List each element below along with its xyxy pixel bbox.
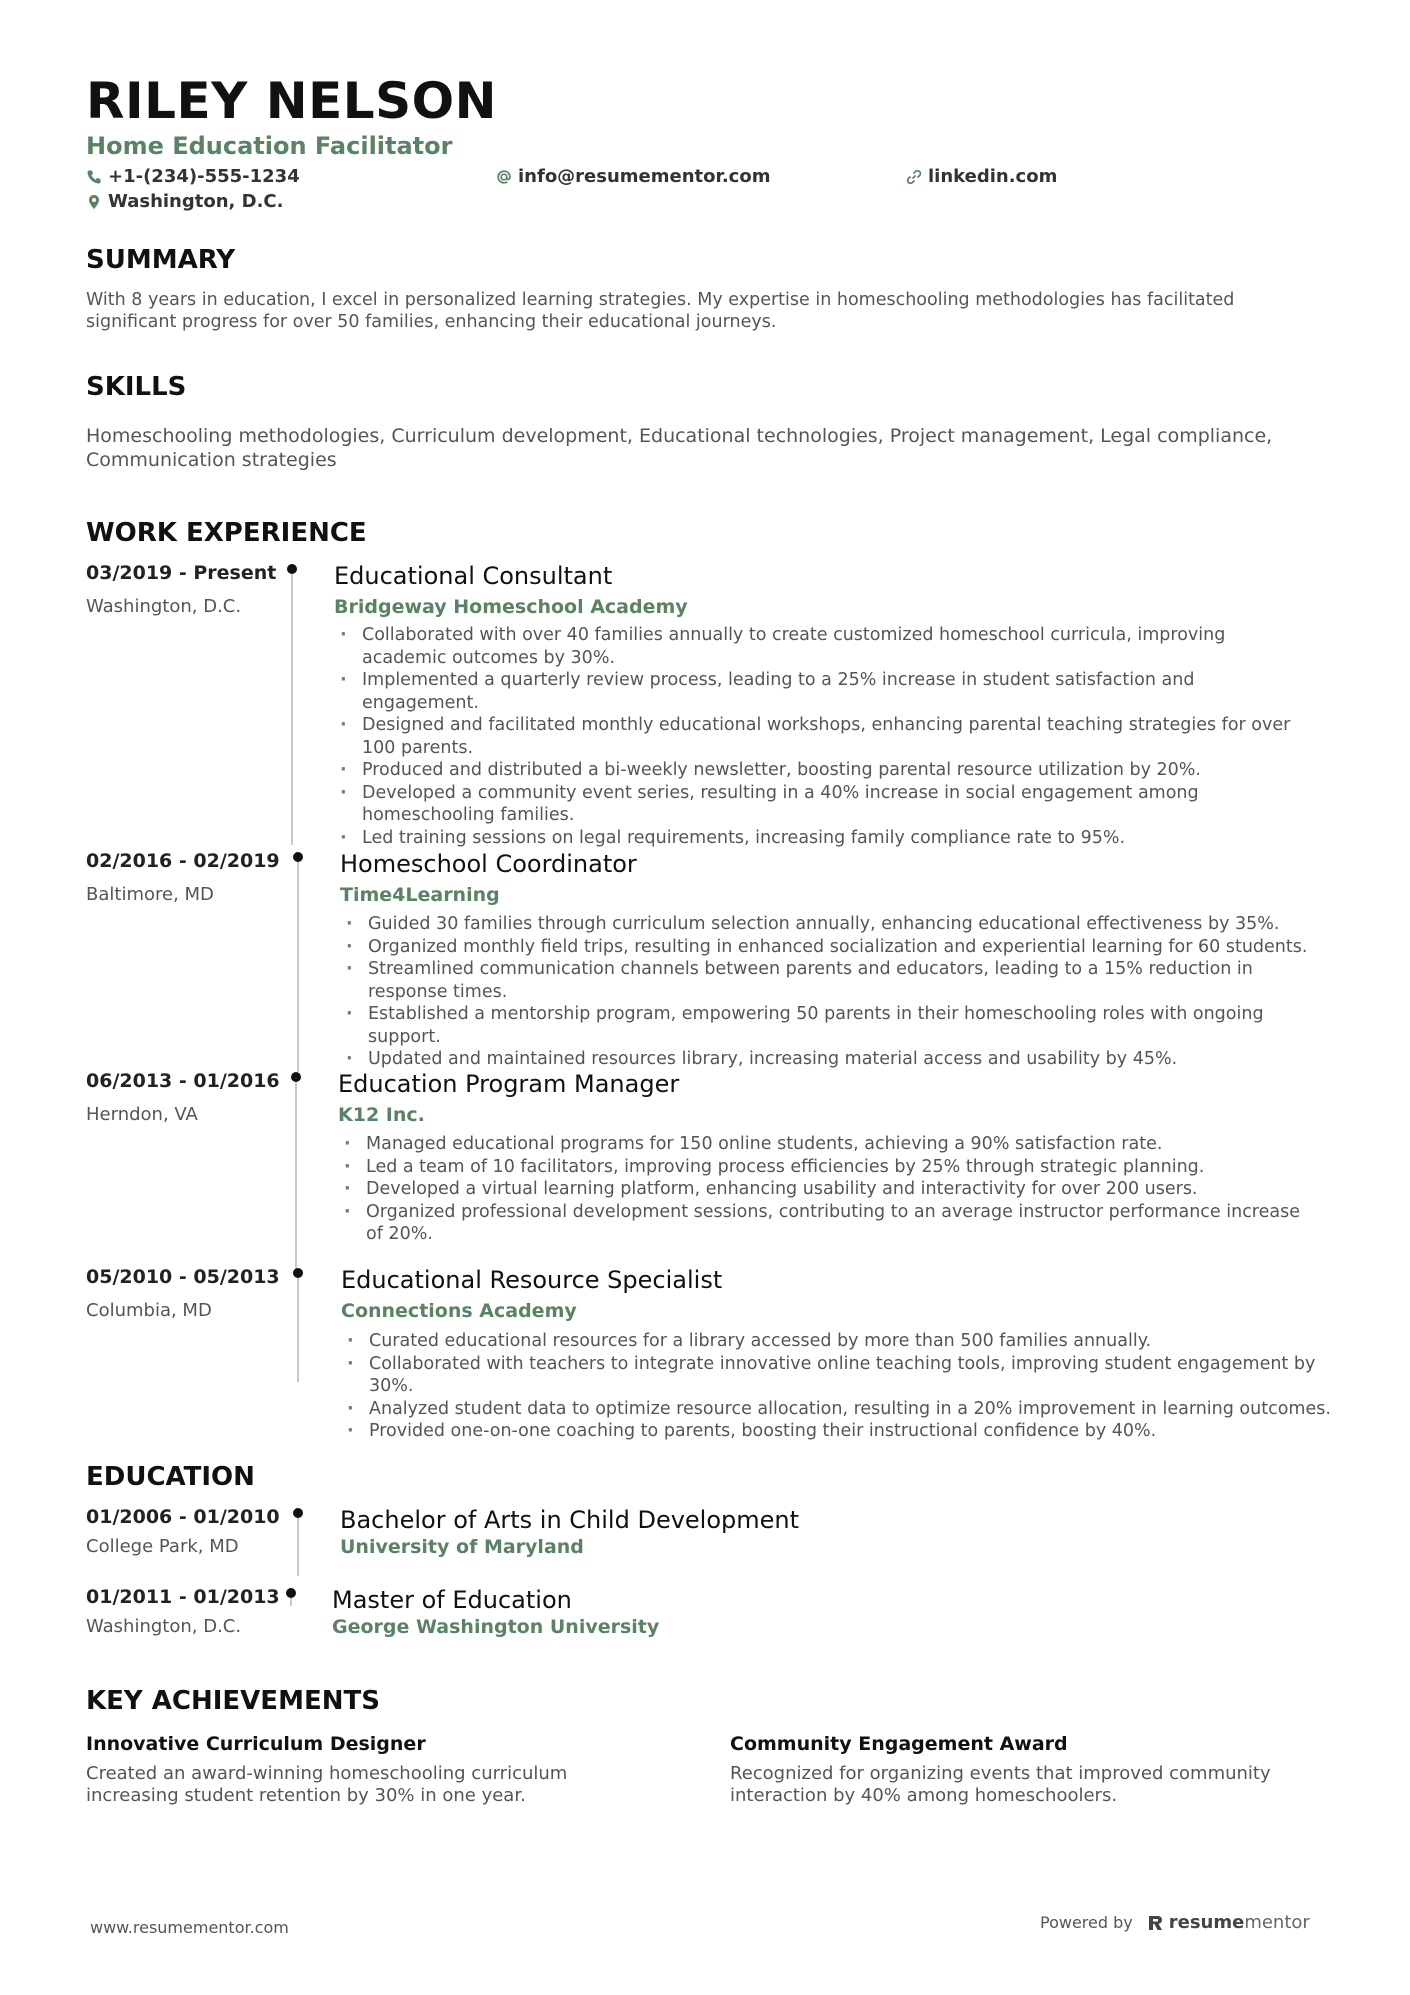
skills-text: Homeschooling methodologies, Curriculum development, Educational technologies, Project management, Legal compliance, Communication strategies [86,425,1273,471]
job-location: Herndon, VA [86,1104,198,1125]
list-item: · Analyzed student data to optimize resource allocation, resulting in a 20% improvement in learning outcomes. [341,1398,1331,1421]
timeline-line [297,862,299,1072]
list-item: · Updated and maintained resources library, increasing material access and usability by 45%. [340,1048,1330,1071]
contact-location [86,191,283,212]
job-date: 05/2010 - 05/2013 [86,1266,280,1288]
timeline-line [295,1082,297,1270]
brand-name-light: mentor [1244,1912,1310,1933]
work-experience-heading: WORK EXPERIENCE [86,518,367,548]
achievement-desc: Recognized for organizing events that improved community interaction by 40% among homeschoolers. [730,1763,1271,1806]
footer-website[interactable]: www.resumementor.com [90,1918,289,1937]
phone-icon [86,169,102,185]
job-title: Educational Consultant [334,562,613,590]
summary-heading: SUMMARY [86,245,236,275]
timeline-dot [293,1508,303,1518]
achievement-title: Community Engagement Award [730,1733,1068,1755]
link-icon [906,169,922,185]
candidate-role: Home Education Facilitator [86,132,453,160]
list-item: · Led training sessions on legal requirements, increasing family compliance rate to 95%. [334,827,1314,850]
timeline-dot [287,564,297,574]
company-name: K12 Inc. [338,1104,425,1126]
list-item: · Streamlined communication channels between parents and educators, leading to a 15% reduction in response times. [340,958,1330,1003]
linkedin-text[interactable]: linkedin.com [928,166,1058,187]
list-item: · Curated educational resources for a library accessed by more than 500 families annually. [341,1330,1331,1353]
timeline-dot [293,1268,303,1278]
list-item: · Guided 30 families through curriculum selection annually, enhancing educational effectiveness by 35%. [340,913,1330,936]
contact-phone [86,166,300,187]
powered-by-label: Powered by [1040,1913,1133,1932]
list-item: · Collaborated with teachers to integrate innovative online teaching tools, improving student engagement by 30%. [341,1353,1331,1398]
education-date: 01/2006 - 01/2010 [86,1506,280,1528]
candidate-name: RILEY NELSON [86,72,497,130]
job-title: Homeschool Coordinator [340,850,637,878]
job-date: 02/2016 - 02/2019 [86,850,280,872]
location-text: Washington, D.C. [108,191,284,212]
at-sign-icon [496,169,512,185]
job-title: Education Program Manager [338,1070,680,1098]
contact-email[interactable] [496,166,770,187]
timeline-dot [291,1072,301,1082]
achievement-title: Innovative Curriculum Designer [86,1733,426,1755]
school-name: University of Maryland [340,1536,584,1558]
education-heading: EDUCATION [86,1462,255,1492]
job-bullets [341,1330,1331,1443]
timeline-line [290,1598,292,1606]
job-location: Baltimore, MD [86,884,214,905]
company-name: Bridgeway Homeschool Academy [334,596,688,618]
degree-title: Master of Education [332,1586,572,1614]
brand-logo[interactable] [1145,1912,1310,1933]
job-location: Columbia, MD [86,1300,212,1321]
skills-heading: SKILLS [86,372,187,402]
timeline-dot [293,852,303,862]
timeline-line [297,1518,299,1576]
company-name: Connections Academy [341,1300,577,1322]
list-item: · Managed educational programs for 150 online students, achieving a 90% satisfaction rate. [338,1133,1318,1156]
timeline-line [297,1278,299,1382]
email-text[interactable]: info@resumementor.com [518,166,771,187]
degree-title: Bachelor of Arts in Child Development [340,1506,800,1534]
summary-text: With 8 years in education, I excel in personalized learning strategies. My expertise in homeschooling methodologies has facilitated significant progress for over 50 families, enhancing their educational journeys. [86,290,1235,332]
phone-text: +1-(234)-555-1234 [108,166,300,187]
map-pin-icon [86,194,102,210]
education-date: 01/2011 - 01/2013 [86,1586,280,1608]
timeline-line [291,574,293,845]
job-bullets [338,1133,1318,1246]
list-item: · Produced and distributed a bi-weekly newsletter, boosting parental resource utilization by 20%. [334,759,1314,782]
list-item: · Implemented a quarterly review process, leading to a 25% increase in student satisfaction and engagement. [334,669,1314,714]
list-item: · Established a mentorship program, empowering 50 parents in their homeschooling roles with ongoing support. [340,1003,1330,1048]
job-bullets [334,624,1314,849]
list-item: · Collaborated with over 40 families annually to create customized homeschool curricula, improving academic outcomes by 30%. [334,624,1314,669]
education-location: College Park, MD [86,1536,239,1557]
job-date: 06/2013 - 01/2016 [86,1070,280,1092]
job-location: Washington, D.C. [86,596,242,617]
footer-powered [1040,1912,1310,1933]
company-name: Time4Learning [340,884,500,906]
contact-linkedin[interactable] [906,166,1057,187]
school-name: George Washington University [332,1616,660,1638]
achievement-desc: Created an award-winning homeschooling curriculum increasing student retention by 30% in one year. [86,1763,568,1806]
timeline-dot [286,1588,296,1598]
achievements-heading: KEY ACHIEVEMENTS [86,1686,380,1716]
list-item: · Organized professional development sessions, contributing to an average instructor performance increase of 20%. [338,1201,1318,1246]
job-bullets [340,913,1330,1071]
brand-name-bold: resume [1168,1912,1245,1933]
list-item: · Organized monthly field trips, resulting in enhanced socialization and experiential learning for 60 students. [340,936,1330,959]
list-item: · Led a team of 10 facilitators, improving process efficiencies by 25% through strategic planning. [338,1156,1318,1179]
job-date: 03/2019 - Present [86,562,277,584]
resumementor-logo-icon [1145,1913,1165,1933]
list-item: · Designed and facilitated monthly educational workshops, enhancing parental teaching strategies for over 100 parents. [334,714,1314,759]
list-item: · Developed a virtual learning platform, enhancing usability and interactivity for over 200 users. [338,1178,1318,1201]
list-item: · Developed a community event series, resulting in a 40% increase in social engagement among homeschooling families. [334,782,1314,827]
education-location: Washington, D.C. [86,1616,242,1637]
list-item: · Provided one-on-one coaching to parents, boosting their instructional confidence by 40%. [341,1420,1331,1443]
job-title: Educational Resource Specialist [341,1266,723,1294]
